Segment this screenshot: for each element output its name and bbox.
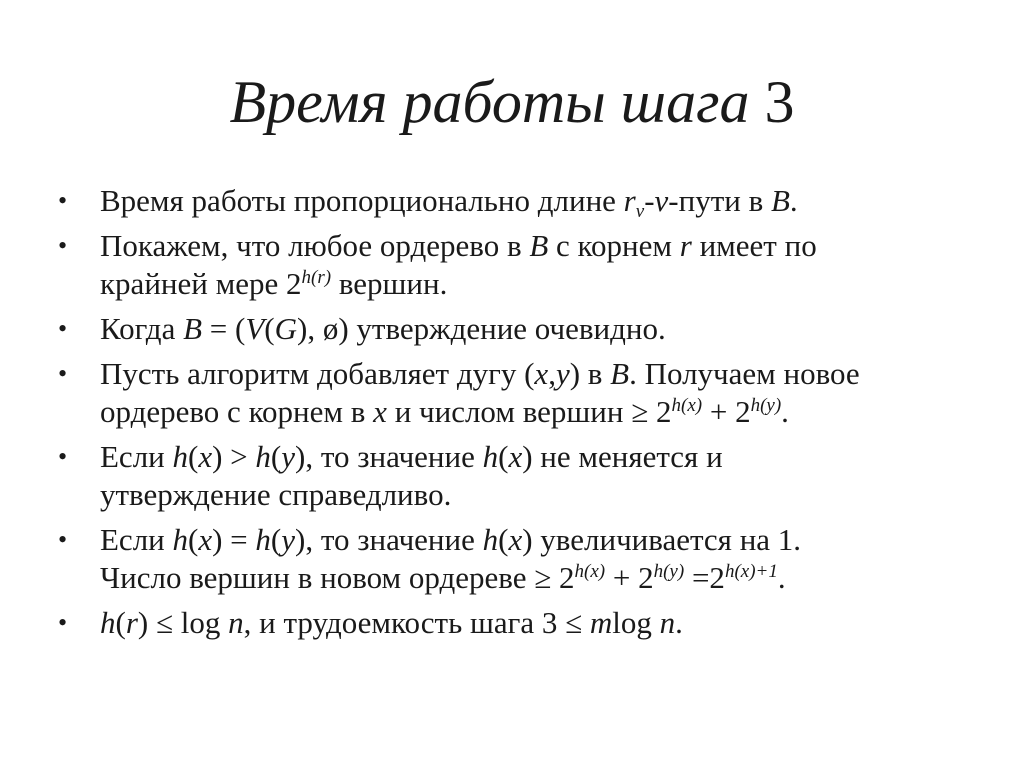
bullet-7-line-1: [100, 604, 982, 642]
text-run: .: [675, 605, 683, 640]
title-step-number: 3: [764, 69, 795, 135]
text-run: вершин.: [331, 266, 448, 301]
math-var: n: [659, 605, 676, 640]
text-run: крайней мере 2: [100, 266, 302, 301]
math-var: r: [679, 228, 692, 263]
text-run: (: [188, 522, 199, 557]
math-superscript: h(y): [653, 561, 685, 582]
math-var: y: [281, 439, 296, 474]
math-var: h: [255, 439, 271, 474]
text-run: .: [781, 394, 789, 429]
bullet-item-3: [52, 310, 982, 348]
text-run: с корнем: [548, 228, 680, 263]
math-var: r: [623, 183, 636, 218]
text-run: .: [777, 560, 786, 595]
math-var: G: [274, 311, 297, 346]
text-run: , и трудоемкость шага 3 ≤: [243, 605, 590, 640]
text-run: ) в: [569, 356, 611, 391]
empty-set-symbol: ø: [322, 311, 339, 346]
text-run: .: [789, 183, 798, 218]
text-run: ), то значение: [295, 522, 483, 557]
text-run: (: [115, 605, 126, 640]
math-var: B: [529, 228, 549, 263]
math-var: y: [281, 522, 296, 557]
text-run: ) >: [212, 439, 256, 474]
bullet-item-6: [52, 521, 982, 597]
math-var: h: [482, 522, 499, 557]
text-run: и числом вершин ≥ 2: [386, 394, 672, 429]
text-run: Число вершин в новом ордереве ≥ 2: [100, 560, 575, 595]
math-var: x: [373, 394, 387, 429]
math-var: n: [228, 605, 244, 640]
bullet-marker: •: [58, 186, 68, 215]
math-var: V: [245, 311, 265, 346]
math-var: x: [534, 356, 549, 391]
bullet-2-line-2: [100, 265, 982, 303]
bullet-marker: •: [58, 231, 68, 260]
bullet-item-2: [52, 227, 982, 303]
bullet-4-line-1: [100, 355, 982, 393]
math-var: x: [198, 522, 213, 557]
bullet-item-4: [52, 355, 982, 431]
math-subscript: v: [635, 201, 645, 222]
bullet-item-5: [52, 438, 982, 514]
text-run: ,: [548, 356, 556, 391]
math-superscript: h(r): [301, 267, 332, 288]
bullet-5-line-1: [100, 438, 982, 476]
math-var: r: [125, 605, 138, 640]
bullet-5-line-2: [100, 476, 982, 514]
math-var: h: [255, 522, 271, 557]
bullet-item-7: [52, 604, 982, 642]
bullet-marker: •: [58, 442, 68, 471]
text-run: + 2: [702, 394, 751, 429]
text-run: (: [264, 311, 275, 346]
math-var: m: [589, 605, 613, 640]
text-run: Если: [100, 522, 173, 557]
text-run: ордерево с корнем в: [100, 394, 374, 429]
bullet-item-1: [52, 182, 982, 220]
text-run: (: [270, 522, 282, 557]
math-var: x: [198, 439, 213, 474]
bullet-marker: •: [58, 359, 68, 388]
text-run: Если: [100, 439, 173, 474]
math-var: B: [183, 311, 203, 346]
math-var: y: [555, 356, 570, 391]
text-run: ),: [297, 311, 323, 346]
text-run: ) утверждение очевидно.: [338, 311, 666, 346]
math-superscript: h(x): [671, 395, 703, 416]
text-run: (: [498, 522, 509, 557]
text-run: Когда: [100, 311, 184, 346]
bullet-6-line-1: [100, 521, 982, 559]
math-superscript: h(x): [574, 561, 606, 582]
text-run: . Получаем новое: [629, 356, 860, 391]
math-var: B: [610, 356, 630, 391]
text-run: Покажем, что любое ордерево в: [100, 228, 530, 263]
math-var: h: [100, 605, 116, 640]
text-run: ) увеличивается на 1.: [522, 522, 802, 557]
text-run: =2: [684, 560, 725, 595]
bullet-list: [52, 182, 982, 649]
bullet-2-line-1: [100, 227, 982, 265]
bullet-marker: •: [58, 314, 68, 343]
math-superscript: h(y): [750, 395, 782, 416]
text-run: ) не меняется и: [522, 439, 723, 474]
text-run: -пути в: [668, 183, 771, 218]
text-run: -: [644, 183, 655, 218]
text-run: имеет по: [691, 228, 817, 263]
title-italic-text: Время работы шага: [229, 69, 750, 135]
text-run: (: [270, 439, 282, 474]
math-var: x: [508, 522, 523, 557]
text-run: Пусть алгоритм добавляет дугу (: [100, 356, 535, 391]
math-var: h: [172, 522, 189, 557]
math-var: v: [654, 183, 669, 218]
text-run: ), то значение: [295, 439, 483, 474]
bullet-marker: •: [58, 525, 68, 554]
math-var: B: [770, 183, 790, 218]
bullet-4-line-2: [100, 393, 982, 431]
bullet-6-line-2: [100, 559, 982, 597]
text-run: ) =: [212, 522, 256, 557]
bullet-3-line-1: [100, 310, 982, 348]
math-var: h: [482, 439, 499, 474]
math-superscript: h(x)+1: [724, 561, 778, 582]
text-run: (: [498, 439, 509, 474]
bullet-1-line-1: [100, 182, 982, 220]
math-var: x: [508, 439, 523, 474]
bullet-marker: •: [58, 608, 68, 637]
math-var: h: [172, 439, 189, 474]
text-run: = (: [202, 311, 246, 346]
text-run: Время работы пропорционально длине: [100, 183, 624, 218]
text-run: (: [188, 439, 199, 474]
text-run: ) ≤ log: [137, 605, 229, 640]
text-run: + 2: [605, 560, 654, 595]
text-run: log: [612, 605, 660, 640]
slide-title: [0, 66, 1024, 138]
text-run: утверждение справедливо.: [100, 477, 452, 512]
